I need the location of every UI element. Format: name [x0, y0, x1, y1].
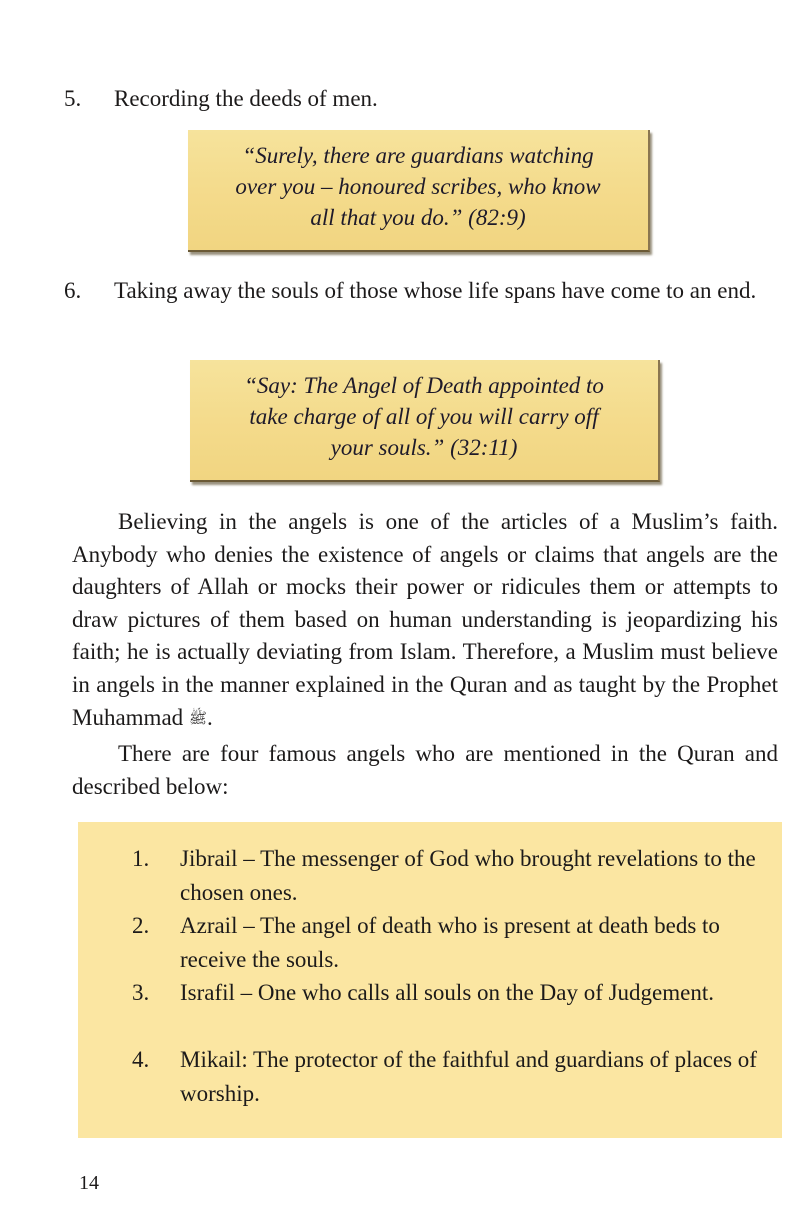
item-text: Azrail – The angel of death who is present at death beds to receive the souls. [180, 913, 720, 972]
item-number: 1. [132, 846, 150, 871]
pbuh-icon: ﷺ [188, 710, 208, 727]
quote-line: take charge of all of you will carry off [249, 404, 599, 429]
quote-line: over you – honoured scribes, who know [235, 174, 601, 199]
item-number: 6. [64, 278, 82, 303]
angels-list-box [78, 822, 782, 1138]
item-text: Jibrail – The messenger of God who brought revelations to the chosen ones. [180, 846, 756, 905]
item-text: Taking away the souls of those whose life spans have come to an end. [114, 278, 757, 303]
item-text: Recording the deeds of men. [114, 86, 378, 111]
item-number: 3. [132, 980, 150, 1005]
quote-box-82-9 [188, 130, 650, 252]
angel-item-azrail [132, 909, 762, 977]
quote-line: all that you do.” (82:9) [310, 205, 526, 230]
angel-item-mikail [132, 1043, 762, 1111]
paragraph-text: There are four famous angels who are mentioned in the Quran and described below: [72, 741, 778, 799]
paragraph-text: Believing in the angels is one of the articles of a Muslim’s faith. Anybody who denies the existence of angels or claims that angels are the daughters of Allah or mocks their power or ridicules them or attempts to draw pictures of them based on human understanding is jeopardizing his faith; he is actually deviating from Islam. Therefore, a Muslim must believe in angels in the manner explained in the Quran and as taught by the Prophet Muhammad [72, 509, 778, 730]
paragraph-belief [72, 506, 778, 735]
quote-line: “Say: The Angel of Death appointed to [244, 373, 604, 398]
list-item-6 [64, 274, 774, 308]
list-item-5 [64, 82, 764, 116]
angel-item-jibrail [132, 842, 762, 910]
item-text: Israfil – One who calls all souls on the Day of Judgement. [180, 980, 714, 1005]
quote-box-32-11 [190, 360, 660, 482]
paragraph-four-angels [72, 738, 778, 803]
angel-item-israfil [132, 976, 762, 1010]
item-number: 4. [132, 1047, 150, 1072]
quote-line: “Surely, there are guardians watching [242, 143, 594, 168]
paragraph-end: . [207, 704, 213, 730]
item-text: Mikail: The protector of the faithful and guardians of places of worship. [180, 1047, 757, 1106]
item-number: 5. [64, 86, 82, 111]
item-number: 2. [132, 913, 150, 938]
quote-line: your souls.” (32:11) [330, 435, 518, 460]
page-number: 14 [79, 1172, 99, 1194]
